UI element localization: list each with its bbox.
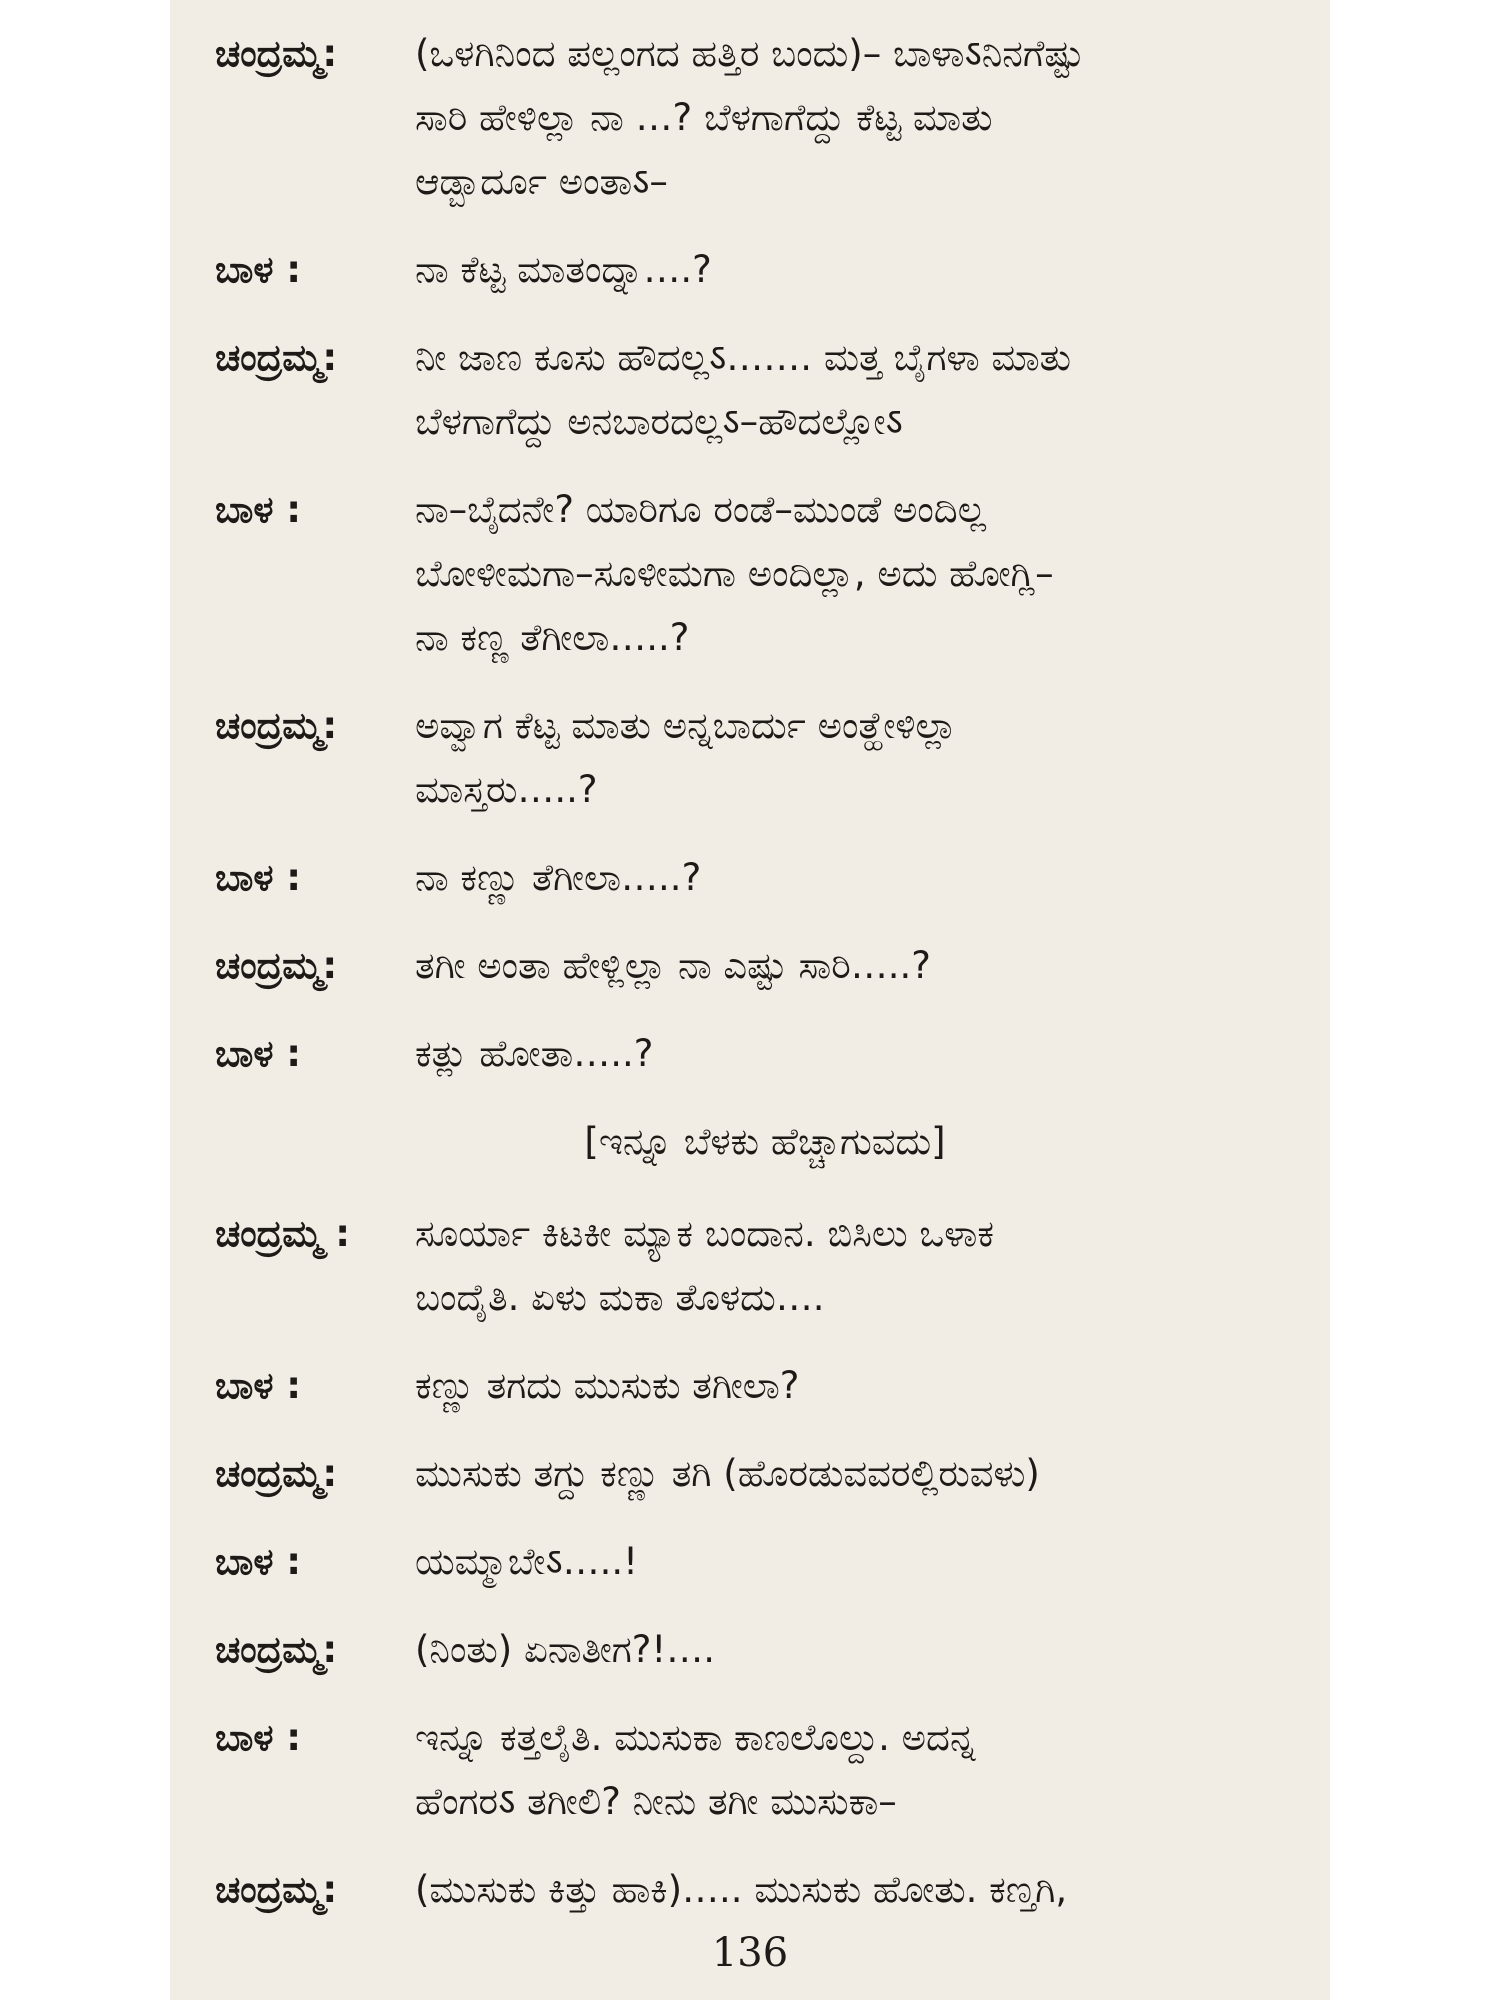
speaker-label: ಚಂದ್ರಮ್ಮ: <box>215 704 338 747</box>
speech-line: ಹೆಂಗರऽ ತಗೀಲಿ? ನೀನು ತಗೀ ಮುಸುಕಾ– <box>415 1780 897 1823</box>
speech-lines <box>415 1354 1315 1418</box>
book-page <box>170 0 1330 2000</box>
speaker-label: ಬಾಳ : <box>215 488 302 531</box>
speech-lines <box>415 1022 1315 1086</box>
speech-lines <box>415 326 1315 454</box>
dialogue-entry <box>215 22 1315 214</box>
speech-lines <box>415 1442 1315 1506</box>
speech-line: ಮಾಸ್ತರು…..? <box>415 768 598 811</box>
speech-line: (ಒಳಗಿನಿಂದ ಪಲ್ಲಂಗದ ಹತ್ತಿರ ಬಂದು)– ಬಾಳಾऽನಿನಗೆಷ್ಟು <box>415 32 1084 75</box>
speech-line: ನಾ ಕಣ್ಣು ತೆಗೀಲಾ…..? <box>415 856 702 899</box>
speaker-label: ಬಾಳ : <box>215 856 302 899</box>
page-number: 136 <box>711 1930 789 1976</box>
dialogue-entry <box>215 1354 1315 1418</box>
speech-line: ತಗೀ ಅಂತಾ ಹೇಳ್ಲಿಲ್ಲಾ ನಾ ಎಷ್ಟು ಸಾರಿ…..? <box>415 944 931 987</box>
speech-lines <box>415 1202 1315 1330</box>
speaker-label: ಚಂದ್ರಮ್ಮ: <box>215 1452 338 1495</box>
speaker-label: ಬಾಳ : <box>215 1716 302 1759</box>
dialogue-entry <box>215 1442 1315 1506</box>
speech-line: ಬೆಳಗಾಗೆದ್ದು ಅನಬಾರದಲ್ಲऽ–ಹೌದಲ್ಲೋऽ <box>415 400 903 443</box>
speech-lines <box>415 478 1315 670</box>
speech-lines <box>415 238 1315 302</box>
dialogue-entry <box>215 238 1315 302</box>
speaker-label: ಬಾಳ : <box>215 1364 302 1407</box>
speech-lines <box>415 1618 1315 1682</box>
dialogue-entry <box>215 1706 1315 1834</box>
speech-line: ಇನ್ನೂ ಕತ್ತಲೈತಿ. ಮುಸುಕಾ ಕಾಣಲೊಲ್ದು. ಅದನ್ನ <box>415 1716 976 1759</box>
dialogue-entry <box>215 694 1315 822</box>
speech-lines <box>415 22 1315 214</box>
speaker-label: ಬಾಳ : <box>215 1540 302 1583</box>
dialogue-entry <box>215 846 1315 910</box>
speech-line: ನೀ ಜಾಣ ಕೂಸು ಹೌದಲ್ಲऽ……. ಮತ್ತ ಬೈಗಳಾ ಮಾತು <box>415 336 1072 379</box>
speech-line: (ಮುಸುಕು ಕಿತ್ತು ಹಾಕಿ)….. ಮುಸುಕು ಹೋತು. ಕಣ್ತಗಿ, <box>415 1868 1068 1911</box>
dialogue-entry <box>215 1858 1315 1922</box>
speaker-label: ಚಂದ್ರಮ್ಮ: <box>215 336 338 379</box>
speech-line: ಸೂರ್ಯಾ ಕಿಟಕೀ ಮ್ಯಾಕ ಬಂದಾನ. ಬಿಸಿಲು ಒಳಾಕ <box>415 1212 995 1255</box>
speaker-label: ಚಂದ್ರಮ್ಮ: <box>215 944 338 987</box>
speech-line: (ನಿಂತು) ಏನಾತೀಗ?!…. <box>415 1628 715 1671</box>
speech-line: ಆಡ್ಬಾರ್ದೂ ಅಂತಾऽ– <box>415 160 668 203</box>
speaker-label: ಚಂದ್ರಮ್ಮ : <box>215 1212 351 1255</box>
speech-line: ಮುಸುಕು ತಗ್ದು ಕಣ್ಣು ತಗಿ (ಹೊರಡುವವರಲ್ಲಿರುವಳು) <box>415 1452 1040 1495</box>
dialogue-entry <box>215 934 1315 998</box>
dialogue-entry <box>215 1022 1315 1086</box>
speaker-label: ಚಂದ್ರಮ್ಮ: <box>215 32 338 75</box>
speaker-label: ಬಾಳ : <box>215 1032 302 1075</box>
stage-direction: [ಇನ್ನೂ ಬೆಳಕು ಹೆಚ್ಚಾಗುವದು] <box>584 1120 946 1163</box>
speech-line: ಸಾರಿ ಹೇಳಿಲ್ಲಾ ನಾ …? ಬೆಳಗಾಗೆದ್ದು ಕೆಟ್ಟ ಮಾತು <box>415 96 993 139</box>
speech-line: ಬೋಳೀಮಗಾ–ಸೂಳೀಮಗಾ ಅಂದಿಲ್ಲಾ, ಅದು ಹೋಗ್ಲಿ– <box>415 552 1054 595</box>
speech-line: ಕತ್ಲು ಹೋತಾ…..? <box>415 1032 654 1075</box>
dialogue-entry <box>215 1618 1315 1682</box>
dialogue-block <box>215 22 1315 1946</box>
speech-lines <box>415 1530 1315 1594</box>
speaker-label: ಬಾಳ : <box>215 248 302 291</box>
speaker-label: ಚಂದ್ರಮ್ಮ: <box>215 1868 338 1911</box>
speaker-label: ಚಂದ್ರಮ್ಮ: <box>215 1628 338 1671</box>
speech-lines <box>415 1858 1315 1922</box>
speech-lines <box>415 1706 1315 1834</box>
dialogue-entry <box>215 478 1315 670</box>
speech-line: ಯಮ್ಮಾಬೇऽ…..! <box>415 1540 638 1583</box>
speech-lines <box>415 846 1315 910</box>
speech-line: ಕಣ್ಣು ತಗದು ಮುಸುಕು ತಗೀಲಾ? <box>415 1364 800 1407</box>
speech-lines <box>415 694 1315 822</box>
dialogue-entry <box>215 1202 1315 1330</box>
dialogue-entry <box>215 326 1315 454</box>
dialogue-entry <box>215 1530 1315 1594</box>
speech-line: ಅವ್ವಾಗ ಕೆಟ್ಟ ಮಾತು ಅನ್ನಬಾರ್ದು ಅಂತ್ಹೇಳಿಲ್ಲಾ <box>415 704 957 747</box>
speech-line: ನಾ ಕಣ್ಣ ತೆಗೀಲಾ…..? <box>415 616 690 659</box>
speech-line: ನಾ–ಬೈದನೇ? ಯಾರಿಗೂ ರಂಡೆ–ಮುಂಡೆ ಅಂದಿಲ್ಲ <box>415 488 987 531</box>
speech-line: ನಾ ಕೆಟ್ಟ ಮಾತಂದ್ನಾ….? <box>415 248 712 291</box>
speech-line: ಬಂದೈತಿ. ಏಳು ಮಕಾ ತೊಳದು…. <box>415 1276 825 1319</box>
speech-lines <box>415 934 1315 998</box>
